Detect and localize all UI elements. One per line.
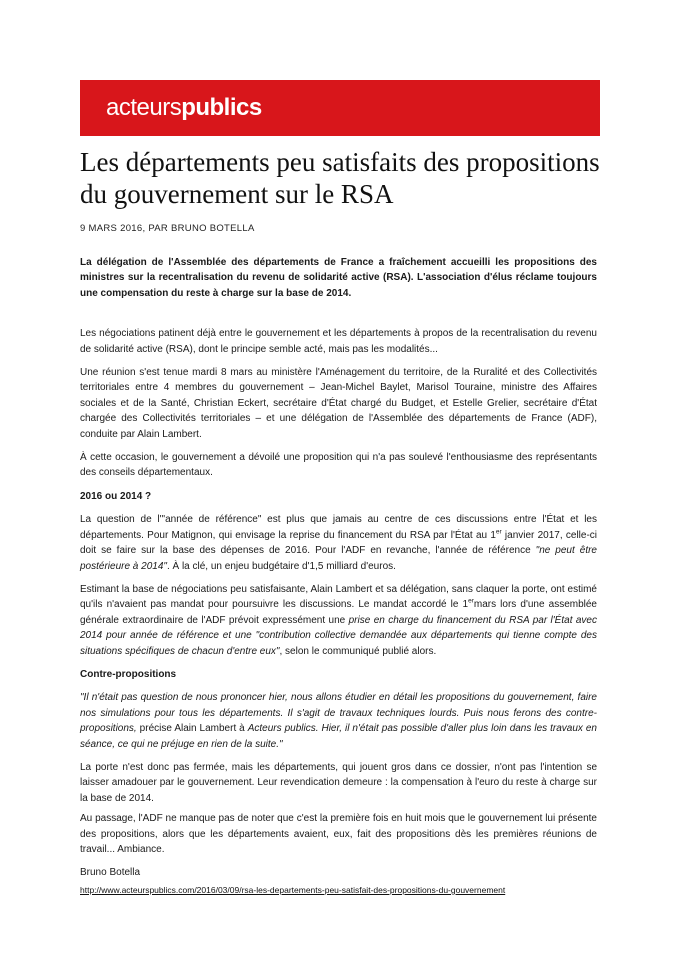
paragraph-5 [80,582,597,659]
paragraph-5-text-c: , selon le communiqué publié alors. [279,645,437,657]
paragraph-4-quote: "ne peut être postérieure à 2014" [80,545,597,572]
paragraph-5-superscript: er [468,597,474,605]
article-title: Les départements peu satisfaits des propositions du gouvernement sur le RSA [80,147,600,209]
paragraph-5-quote: prise en charge du financement du RSA par l'État avec 2014 pour année de référence et une "contribution collective demandée aux départements qui tienne compte des situations spécifiques de chacun d'entre eux" [80,614,597,657]
paragraph-4-text-a: La question de l'"année de référence" est plus que jamais au centre de ces discussions entre l'État et les départements. Pour Matignon, qui envisage la reprise du financement du RSA par l'État au 1 [80,514,597,541]
paragraph-5-text-a: Estimant la base de négociations peu satisfaisante, Alain Lambert et sa délégation, sans claquer la porte, ont estimé qu'ils n'avaient pas mandat pour poursuivre les discussions. Le mandat accordé le 1 [80,583,597,611]
article-lead: La délégation de l'Assemblée des départements de France a fraîchement accueilli les propositions des ministres sur la recentralisation du revenu de solidarité active (RSA). L'association d'élus réclame toujours une compensation du reste à charge sur la base de 2014. [80,257,597,299]
quote-text-a: "Il n'était pas question de nous prononcer hier, nous allons étudier en détail les propositions du gouvernement, faire nos simulations pour tous les départements. Il s'agit de travaux techniques lourds. Puis nous ferons des contre-propositions, [80,692,597,735]
paragraph-6: La porte n'est donc pas fermée, mais les départements, qui jouent gros dans ce dossier, n'ont pas l'intention se laisser amadouer par le gouvernement. Leur revendication demeure : la compensation à l'euro du reste à charge sur la base de 2014. [80,761,597,804]
quote-text-d: . Hier, il n'était pas possible d'aller plus loin dans les travaux en séance, ce qui ne préjuge en rien de la suite." [80,723,597,750]
paragraph-1: Les négociations patinent déjà entre le gouvernement et les départements à propos de la recentralisation du revenu de solidarité active (RSA), dont le principe semble acté, mais pas les modalités... [80,328,597,355]
acteurs-publics-logo[interactable] [106,94,262,122]
quote-text-b: précise Alain Lambert à [136,723,248,735]
source-url-link[interactable]: http://www.acteurspublics.com/2016/03/09/rsa-les-departements-peu-satisfait-des-propositions-du-gouvernement [80,884,506,895]
paragraph-7: Au passage, l'ADF ne manque pas de noter que c'est la première fois en huit mois que le gouvernement lui présente des propositions, alors que les départements avaient, eux, fait des propositions dès les premières réunions de travail... Ambiance. [80,813,597,855]
logo-part-acteurs: acteurs [106,94,182,121]
paragraph-5-text-b: mars lors d'une assemblée générale extraordinaire de l'ADF prévoit expressément une [80,599,597,626]
quote-publication-name: Acteurs publics [247,723,316,735]
quote-paragraph [80,690,597,752]
paragraph-4-text-b: janvier 2017, celle-ci doit se faire sur la base des dépenses de 2016. Pour l'ADF en revanche, l'année de référence [80,529,598,557]
article-body [80,255,597,898]
site-header-banner [80,80,600,136]
paragraph-2: Une réunion s'est tenue mardi 8 mars au ministère l'Aménagement du territoire, de la Ruralité et des Collectivités territoriales entre 4 membres du gouvernement – Jean-Michel Baylet, Marisol Touraine, ministre des Affaires sociales et de la Santé, Christian Eckert, secrétaire d'État chargé du Budget, et Estelle Grelier, secrétaire d'État chargée des Collectivités territoriales – et une délégation de l'Assemblée des départements de France (ADF), conduite par Alain Lambert. [80,367,597,440]
paragraph-4 [80,512,597,574]
paragraph-4-text-c: . À la clé, un enjeu budgétaire d'1,5 milliard d'euros. [166,560,396,572]
section-heading-contre-propositions: Contre-propositions [80,668,177,680]
article-byline: 9 MARS 2016, PAR BRUNO BOTELLA [80,223,255,234]
paragraph-4-superscript: er [495,528,502,536]
logo-part-publics: publics [181,94,262,121]
paragraph-3: À cette occasion, le gouvernement a dévoilé une proposition qui n'a pas soulevé l'enthousiasme des représentants des conseils départementaux. [80,452,597,479]
article-author: Bruno Botella [80,867,141,879]
section-heading-2016-ou-2014: 2016 ou 2014 ? [80,490,152,502]
